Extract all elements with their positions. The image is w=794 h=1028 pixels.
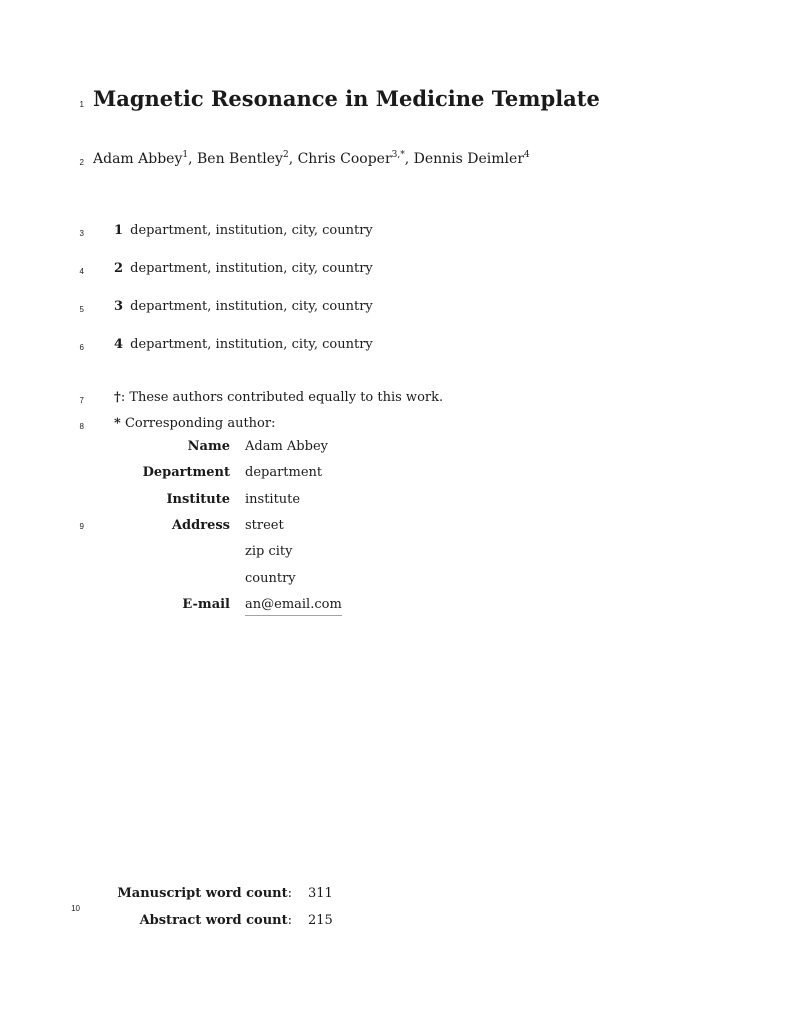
line-number: 9 <box>79 522 84 531</box>
colon: : <box>287 913 292 928</box>
address-line: country <box>245 571 296 586</box>
abstract-word-count-label: Abstract word count <box>139 913 288 928</box>
author-affiliation-mark: 4 <box>524 150 530 160</box>
affiliation-number: 2 <box>114 261 124 276</box>
email-label: E-mail <box>182 597 230 612</box>
author-separator: , <box>404 151 414 167</box>
author-name: Ben Bentley <box>197 151 283 167</box>
institute-value: institute <box>245 492 301 507</box>
department-value: department <box>245 465 323 480</box>
corresponding-author-text: Corresponding author: <box>120 416 276 431</box>
manuscript-word-count-label: Manuscript word count <box>117 886 288 901</box>
manuscript-word-count-label-wrap <box>60 886 292 901</box>
colon: : <box>287 886 292 901</box>
author-separator: , <box>288 151 298 167</box>
affiliation-number: 1 <box>114 223 124 238</box>
abstract-word-count-row <box>0 913 794 931</box>
line-number: 8 <box>79 422 84 431</box>
institute-label: Institute <box>166 492 230 507</box>
line-number: 6 <box>79 343 84 352</box>
address-label: Address <box>171 518 230 533</box>
paper-title: Magnetic Resonance in Medicine Template <box>93 86 600 111</box>
asterisk-symbol: * <box>114 416 121 431</box>
line-number: 2 <box>79 158 84 167</box>
author-list <box>93 151 530 167</box>
abstract-word-count-label-wrap <box>60 913 292 928</box>
corresponding-address-row <box>0 544 794 562</box>
author-affiliation-mark: 2 <box>282 150 289 160</box>
dagger-symbol: † <box>114 390 121 405</box>
affiliation-text: department, institution, city, country <box>130 261 373 276</box>
corresponding-email-row <box>0 597 794 615</box>
affiliation-text: department, institution, city, country <box>130 337 373 352</box>
email-link[interactable]: an@email.com <box>245 597 342 616</box>
corresponding-author-note <box>114 416 275 431</box>
line-number: 5 <box>79 305 84 314</box>
author-name: Adam Abbey <box>93 151 183 167</box>
affiliation <box>114 337 373 352</box>
abstract-word-count-value: 215 <box>308 913 333 928</box>
affiliation-text: department, institution, city, country <box>130 299 373 314</box>
corresponding-name-row <box>0 439 794 457</box>
corresponding-address-row <box>0 518 794 536</box>
department-label: Department <box>142 465 230 480</box>
name-label: Name <box>187 439 230 454</box>
line-number: 10 <box>71 904 80 913</box>
affiliation <box>114 223 373 238</box>
line-number: 4 <box>79 267 84 276</box>
corresponding-department-row <box>0 465 794 483</box>
author-affiliation-mark: 3,* <box>391 150 405 160</box>
equal-contribution-text: : These authors contributed equally to this work. <box>120 390 444 405</box>
author-name: Chris Cooper <box>297 151 392 167</box>
affiliation <box>114 299 373 314</box>
equal-contribution-note <box>114 390 443 405</box>
affiliation-text: department, institution, city, country <box>130 223 373 238</box>
corresponding-address-row <box>0 571 794 589</box>
address-line: zip city <box>245 544 293 559</box>
manuscript-word-count-row <box>0 886 794 904</box>
line-number: 7 <box>79 396 84 405</box>
address-line: street <box>245 518 284 533</box>
affiliation-number: 3 <box>114 299 124 314</box>
affiliation <box>114 261 373 276</box>
manuscript-word-count-value: 311 <box>308 886 333 901</box>
line-number: 1 <box>79 100 84 109</box>
affiliation-number: 4 <box>114 337 124 352</box>
line-number: 3 <box>79 229 84 238</box>
name-value: Adam Abbey <box>245 439 328 454</box>
author-separator: , <box>188 151 198 167</box>
corresponding-institute-row <box>0 492 794 510</box>
author-name: Dennis Deimler <box>413 151 525 167</box>
author-affiliation-mark: 1 <box>182 150 189 160</box>
